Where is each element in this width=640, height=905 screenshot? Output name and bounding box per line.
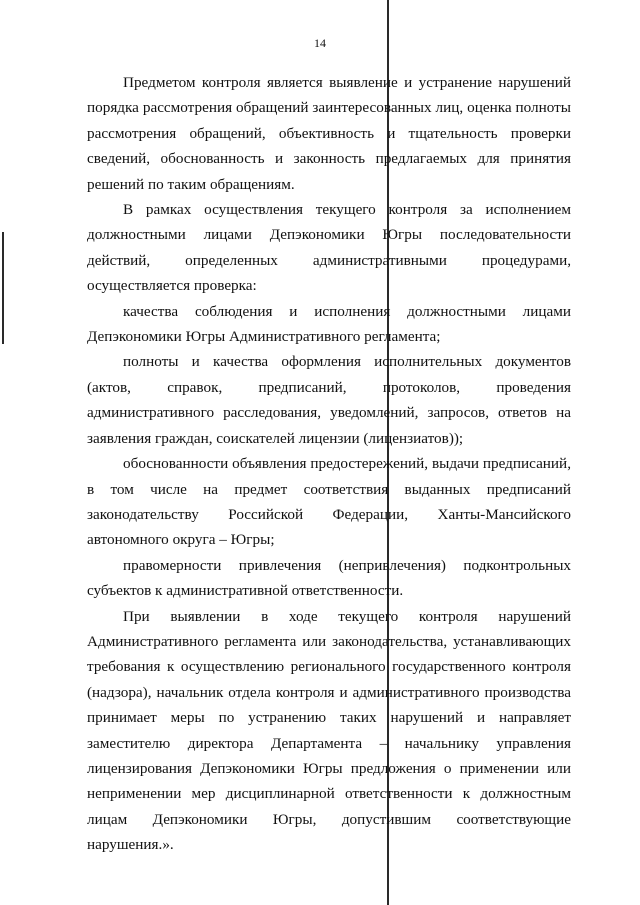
paragraph-current-control: В рамках осуществления текущего контроля за исполнением должностными лицами Депэкономики Югры последовательности действий, определенных административными процедурами, осуществляется проверка:: [87, 201, 571, 295]
scan-artifact-left-margin-line: [2, 232, 4, 344]
paragraph-warnings-validity: обоснованности объявления предостережений, выдачи предписаний, в том числе на предмет соответствия выданных предписаний законодательству Российской Федерации, Ханты-Мансийского автономного округа – Югры;: [87, 455, 571, 549]
paragraph-liability-lawfulness: правомерности привлечения (непривлечения) подконтрольных субъектов к административной ответственности.: [87, 556, 571, 600]
page-number: 14: [314, 36, 326, 50]
paragraph-control-subject: Предметом контроля является выявление и устранение нарушений порядка рассмотрения обращений заинтересованных лиц, оценка полноты рассмотрения обращений, объективность и тщательность проверки сведений, обоснованность и законность предлагаемых для принятия решений по таким обращениям.: [87, 74, 571, 193]
paragraph-quality-compliance: качества соблюдения и исполнения должностными лицами Депэкономики Югры Административного регламента;: [87, 302, 571, 346]
paragraph-violations-measures: При выявлении в ходе текущего контроля нарушений Административного регламента или законодательства, устанавливающих требования к осуществлению регионального государственного контроля (надзора), начальник отдела контроля и административного производства принимает меры по устранению таких нарушений и направляет заместителю директора Департамента – начальнику управления лицензирования Депэкономики Югры предложения о применении или неприменении мер дисциплинарной ответственности к должностным лицам Депэкономики Югры, допустившим соответствующие нарушения.».: [87, 607, 571, 854]
document-body: [87, 70, 571, 858]
paragraph-documents-completeness: полноты и качества оформления исполнительных документов (актов, справок, предписаний, протоколов, проведения административного расследования, уведомлений, запросов, ответов на заявления граждан, соискателей лицензии (лицензиатов));: [87, 353, 571, 447]
